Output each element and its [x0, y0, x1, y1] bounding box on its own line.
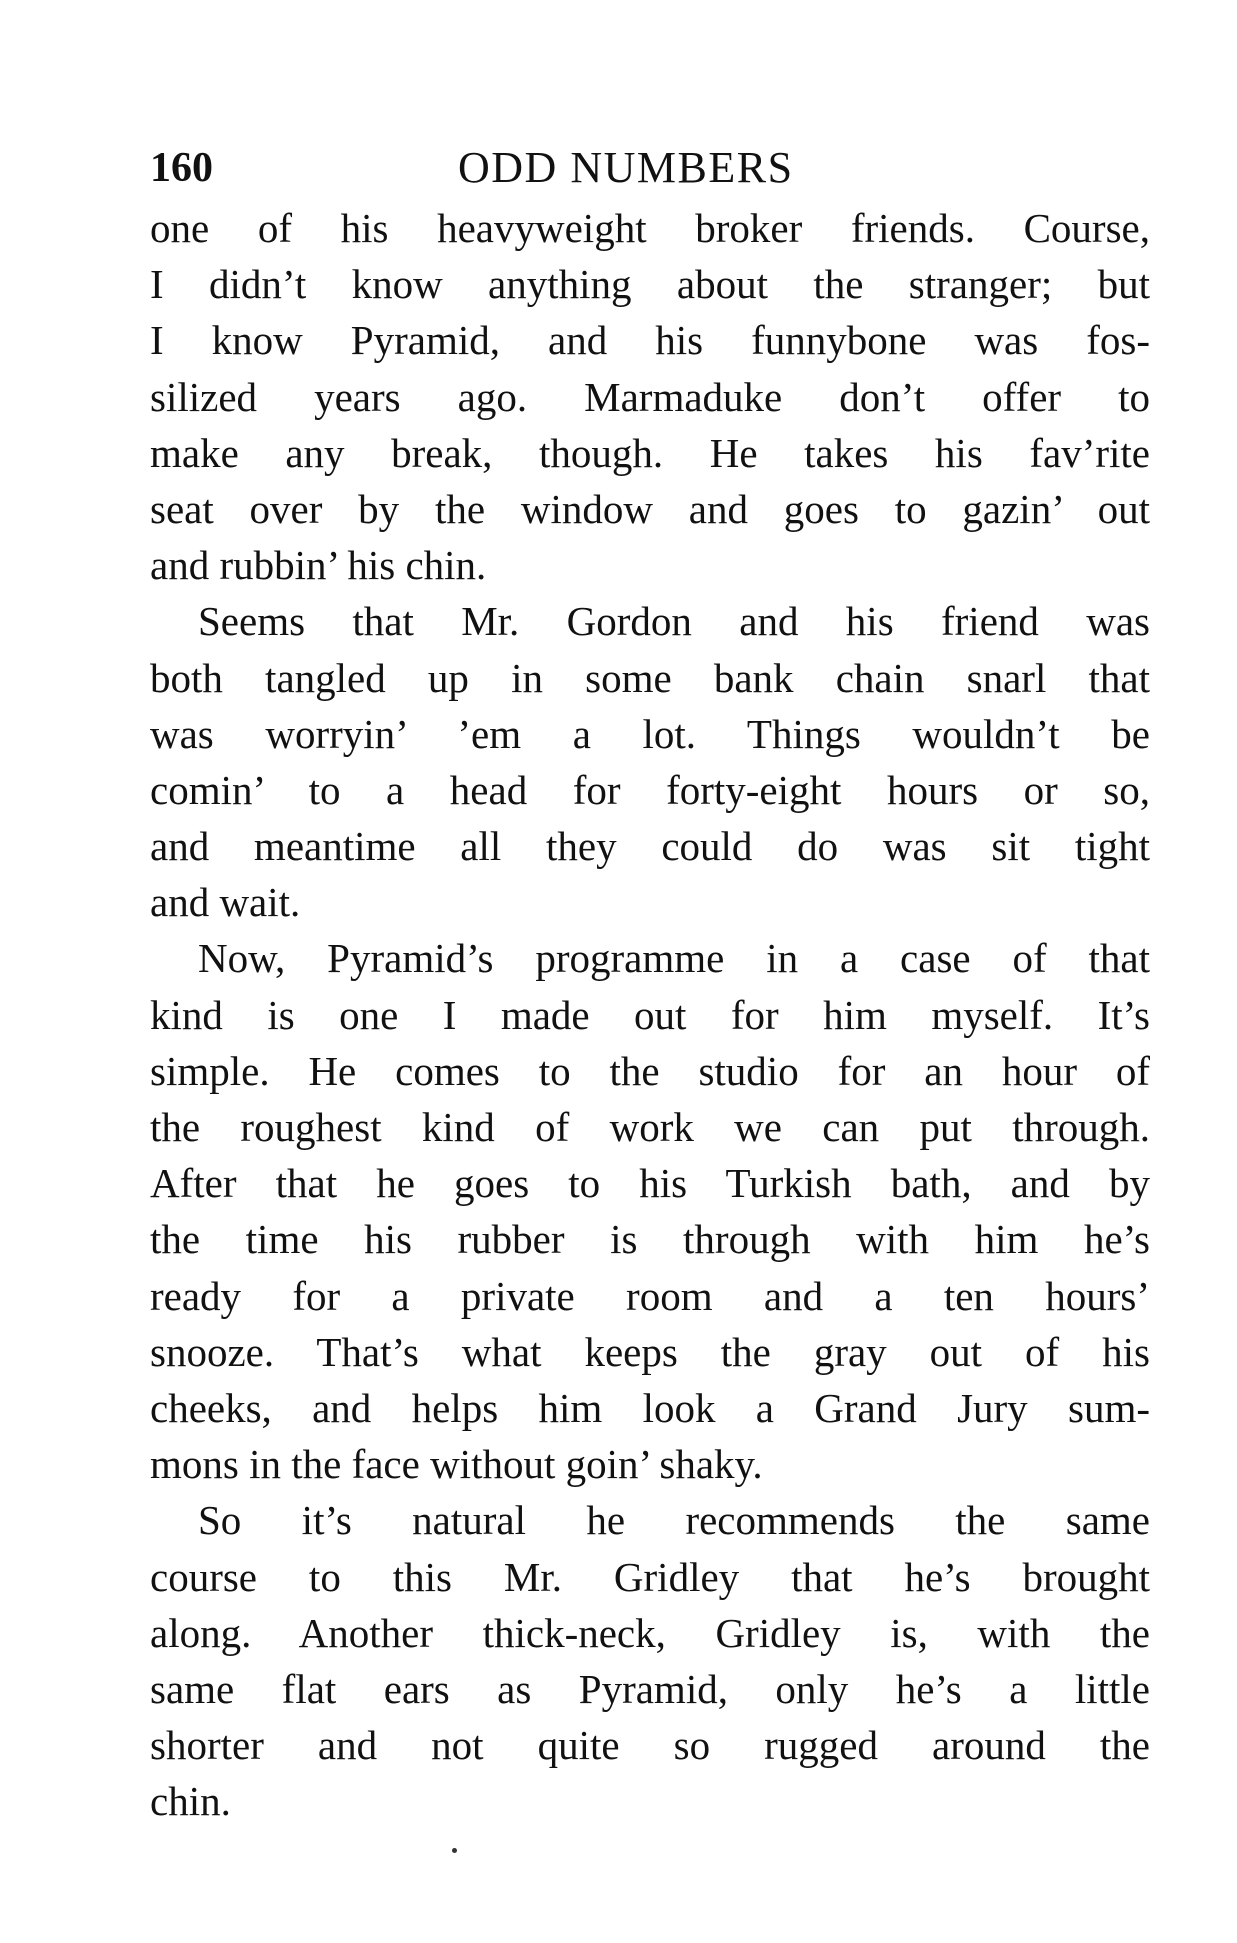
text-line: ready for a private room and a ten hours’ [150, 1272, 1150, 1319]
text-line: Now, Pyramid’s programme in a case of that [198, 935, 1150, 982]
text-line: the roughest kind of work we can put through. [150, 1104, 1150, 1150]
text-line: and meantime all they could do was sit tight [150, 823, 1150, 870]
page-number: 160 [150, 145, 213, 191]
text-line: comin’ to a head for forty-eight hours or so, [150, 766, 1150, 813]
paragraph [150, 200, 1150, 593]
running-head [150, 138, 1150, 198]
text-line: and rubbin’ his chin. [150, 542, 487, 589]
text-line: along. Another thick-neck, Gridley is, with the [150, 1609, 1150, 1656]
text-line: I didn’t know anything about the stranger; but [150, 261, 1150, 308]
text-line: chin. [150, 1778, 231, 1825]
text-line: Seems that Mr. Gordon and his friend was [198, 598, 1150, 645]
text-line: shorter and not quite so rugged around the [150, 1722, 1150, 1769]
text-line: both tangled up in some bank chain snarl that [150, 654, 1150, 701]
text-line: course to this Mr. Gridley that he’s brought [150, 1553, 1150, 1600]
text-line: seat over by the window and goes to gazin’ out [150, 485, 1150, 532]
text-line: mons in the face without goin’ shaky. [150, 1441, 763, 1488]
text-line: silized years ago. Marmaduke don’t offer to [150, 373, 1150, 420]
book-page [150, 138, 1150, 1829]
paragraph [150, 930, 1150, 1492]
text-line: After that he goes to his Turkish bath, and by [150, 1160, 1150, 1207]
text-line: kind is one I made out for him myself. It’s [150, 991, 1150, 1038]
text-line: I know Pyramid, and his funnybone was fos- [150, 317, 1150, 364]
text-line: cheeks, and helps him look a Grand Jury sum- [150, 1384, 1150, 1431]
text-line: and wait. [150, 879, 301, 926]
text-line: same flat ears as Pyramid, only he’s a little [150, 1665, 1150, 1712]
paragraph [150, 593, 1150, 930]
text-line: was worryin’ ’em a lot. Things wouldn’t be [150, 710, 1150, 757]
body-text [150, 200, 1150, 1829]
text-line: snooze. That’s what keeps the gray out of his [150, 1328, 1150, 1375]
ink-speck [452, 1848, 457, 1853]
text-line: one of his heavyweight broker friends. Course, [150, 205, 1150, 251]
text-line: the time his rubber is through with him he’s [150, 1216, 1150, 1263]
text-line: make any break, though. He takes his fav’rite [150, 429, 1150, 476]
paragraph [150, 1492, 1150, 1829]
text-line: simple. He comes to the studio for an hour of [150, 1047, 1150, 1094]
text-line: So it’s natural he recommends the same [198, 1497, 1150, 1544]
running-title: ODD NUMBERS [458, 143, 794, 192]
